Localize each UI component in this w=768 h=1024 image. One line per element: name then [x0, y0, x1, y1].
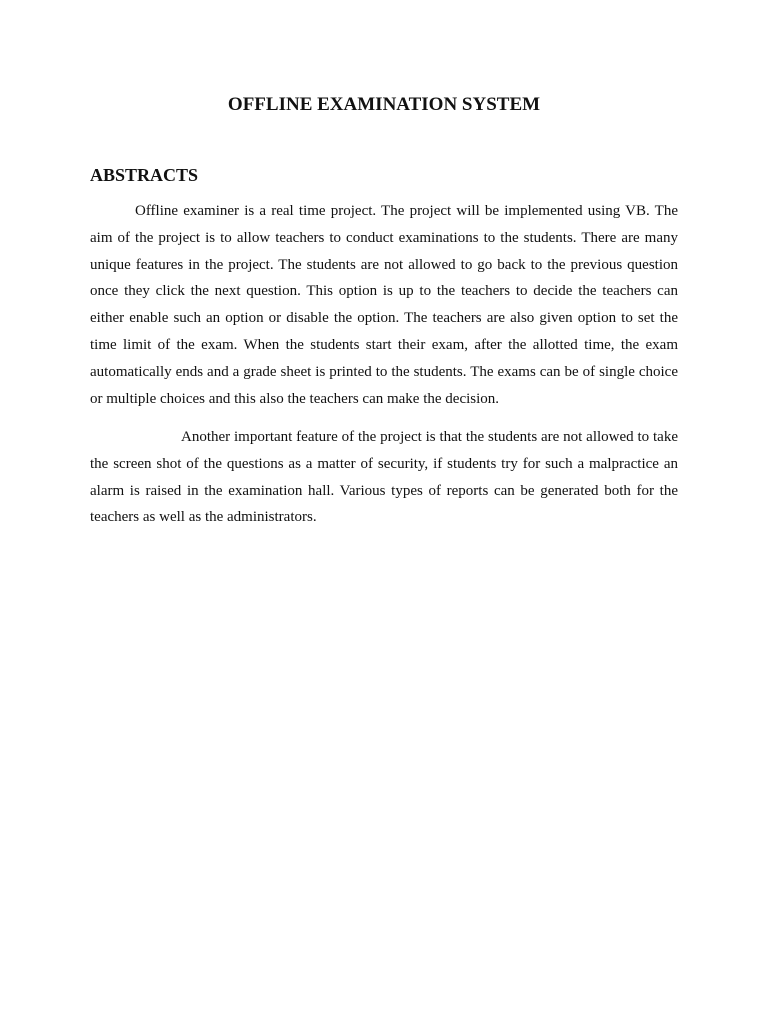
section-heading: ABSTRACTS: [90, 165, 199, 185]
document-title: OFFLINE EXAMINATION SYSTEM: [227, 94, 541, 115]
abstract-paragraph-1: Offline examiner is a real time project. The project will be implemented using VB. The aim of the project is to allow teachers to conduct examinations to the students. There are many unique features in the project. The students are not allowed to go back to the previous question once they click the next question. This option is up to the teachers to decide the teachers can either enable such an option or disable the option. The teachers are also given option to set the time limit of the exam. When the students start their exam, after the allotted time, the exam automatically ends and a grade sheet is printed to the students. The exams can be of single choice or multiple choices and this also the teachers can make the decision.: [90, 203, 678, 407]
abstract-paragraph-2: Another important feature of the project is that the students are not allowed to take the screen shot of the questions as a matter of security, if students try for such a malpractice an alarm is raised in the examination hall. Various types of reports can be generated both for the teachers as well as the administrators.: [90, 429, 678, 526]
